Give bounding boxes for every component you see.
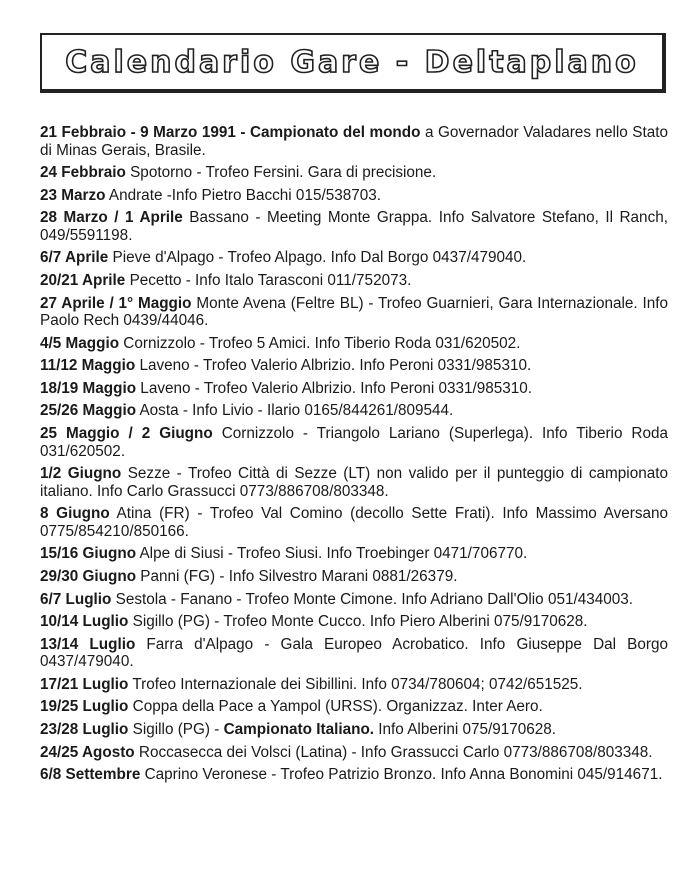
event-date: 20/21 Aprile — [40, 271, 126, 289]
event-date: 28 Marzo / 1 Aprile — [40, 209, 183, 227]
title-box — [40, 33, 666, 93]
event-entry — [40, 249, 668, 267]
event-description: Laveno - Trofeo Valerio Albrizio. Info Peroni 0331/985310. — [136, 379, 533, 397]
event-description: Roccasecca dei Volsci (Latina) - Info Grassucci Carlo 0773/886708/803348. — [134, 743, 653, 761]
event-description: Laveno - Trofeo Valerio Albrizio. Info Peroni 0331/985310. — [135, 357, 532, 375]
event-date: 21 Febbraio - 9 Marzo 1991 - Campionato del mondo — [40, 124, 421, 141]
event-list — [40, 124, 668, 789]
event-entry — [40, 425, 668, 460]
event-entry — [40, 505, 668, 540]
event-date: 27 Aprile / 1° Maggio — [40, 294, 192, 312]
event-description: Sigillo (PG) - — [128, 720, 224, 738]
event-date: 24/25 Agosto — [40, 743, 135, 761]
event-date: 25 Maggio / 2 Giugno — [40, 425, 213, 443]
event-date: 1/2 Giugno — [40, 465, 122, 483]
event-description: Trofeo Internazionale dei Sibillini. Info 0734/780604; 0742/651525. — [128, 675, 583, 693]
event-entry — [40, 744, 668, 762]
event-date: 11/12 Maggio — [40, 357, 136, 375]
event-description: Bassano - Meeting Monte Grappa. Info Salvatore Stefano, Il Ranch, 049/5591198. — [40, 209, 668, 244]
event-date: 10/14 Luglio — [40, 613, 129, 631]
event-description: Spotorno - Trofeo Fersini. Gara di precisione. — [125, 164, 437, 182]
event-entry — [40, 335, 668, 353]
event-entry — [40, 591, 668, 609]
event-entry — [40, 613, 668, 631]
event-date: 25/26 Maggio — [40, 402, 137, 420]
event-description: Atina (FR) - Trofeo Val Comino (decollo Sette Frati). Info Massimo Aversano 0775/854210/850166. — [40, 505, 668, 540]
event-date: 24 Febbraio — [40, 164, 126, 182]
event-description: Sezze - Trofeo Città di Sezze (LT) non valido per il punteggio di campionato italiano. Info Carlo Grassucci 0773/886708/803348. — [40, 465, 668, 500]
event-date: 6/7 Aprile — [40, 249, 109, 267]
event-entry — [40, 402, 668, 420]
event-entry — [40, 721, 668, 739]
event-date: 4/5 Maggio — [40, 334, 120, 352]
event-entry — [40, 295, 668, 330]
event-date: 6/8 Settembre — [40, 766, 141, 784]
event-entry — [40, 636, 668, 671]
event-description: Farra d'Alpago - Gala Europeo Acrobatico. Info Giuseppe Dal Borgo 0437/479040. — [40, 635, 668, 671]
event-description: Pecetto - Info Italo Tarasconi 011/752073. — [125, 271, 412, 289]
event-entry — [40, 465, 668, 500]
event-description: Pieve d'Alpago - Trofeo Alpago. Info Dal Borgo 0437/479040. — [108, 249, 527, 267]
event-description: Alpe di Siusi - Trofeo Siusi. Info Troebinger 0471/706770. — [136, 545, 528, 563]
event-date: 15/16 Giugno — [40, 545, 137, 563]
event-entry — [40, 676, 668, 694]
event-date: 23 Marzo — [40, 186, 106, 204]
event-description: Cornizzolo - Triangolo Lariano (Superlega). Info Tiberio Roda 031/620502. — [40, 425, 668, 460]
event-entry — [40, 698, 668, 716]
event-date: 18/19 Maggio — [40, 379, 137, 397]
event-entry — [40, 187, 668, 205]
event-description: Monte Avena (Feltre BL) - Trofeo Guarnieri, Gara Internazionale. Info Paolo Rech 0439/44046. — [40, 294, 668, 330]
event-description-tail: Info Alberini 075/9170628. — [374, 720, 557, 738]
event-entry — [40, 380, 668, 398]
event-description: a Governador Valadares nello Stato di Minas Gerais, Brasile. — [40, 124, 668, 159]
event-highlight: Campionato Italiano. — [223, 720, 375, 738]
event-entry — [40, 568, 668, 586]
event-date: 6/7 Luglio — [40, 590, 112, 608]
page-title: Calendario Gare - Deltaplano — [65, 44, 639, 80]
event-entry — [40, 209, 668, 244]
event-description: Sestola - Fanano - Trofeo Monte Cimone. Info Adriano Dall'Olio 051/434003. — [111, 590, 634, 608]
event-date: 8 Giugno — [40, 505, 110, 523]
event-entry — [40, 272, 668, 290]
event-description: Panni (FG) - Info Silvestro Marani 0881/26379. — [136, 567, 458, 585]
event-entry — [40, 766, 668, 784]
event-entry — [40, 164, 668, 182]
event-date: 29/30 Giugno — [40, 567, 137, 585]
event-description: Caprino Veronese - Trofeo Patrizio Bronzo. Info Anna Bonomini 045/914671. — [140, 766, 663, 784]
event-date: 17/21 Luglio — [40, 675, 129, 693]
event-description: Coppa della Pace a Yampol (URSS). Organizzaz. Inter Aero. — [128, 698, 543, 716]
event-description: Andrate -Info Pietro Bacchi 015/538703. — [105, 186, 381, 204]
event-entry — [40, 357, 668, 375]
event-date: 23/28 Luglio — [40, 720, 129, 738]
event-description: Sigillo (PG) - Trofeo Monte Cucco. Info Piero Alberini 075/9170628. — [128, 613, 588, 631]
event-entry — [40, 545, 668, 563]
event-date: 13/14 Luglio — [40, 635, 136, 653]
event-date: 19/25 Luglio — [40, 698, 129, 716]
event-entry — [40, 124, 668, 159]
event-description: Cornizzolo - Trofeo 5 Amici. Info Tiberio Roda 031/620502. — [119, 334, 521, 352]
event-description: Aosta - Info Livio - Ilario 0165/844261/809544. — [136, 402, 454, 420]
